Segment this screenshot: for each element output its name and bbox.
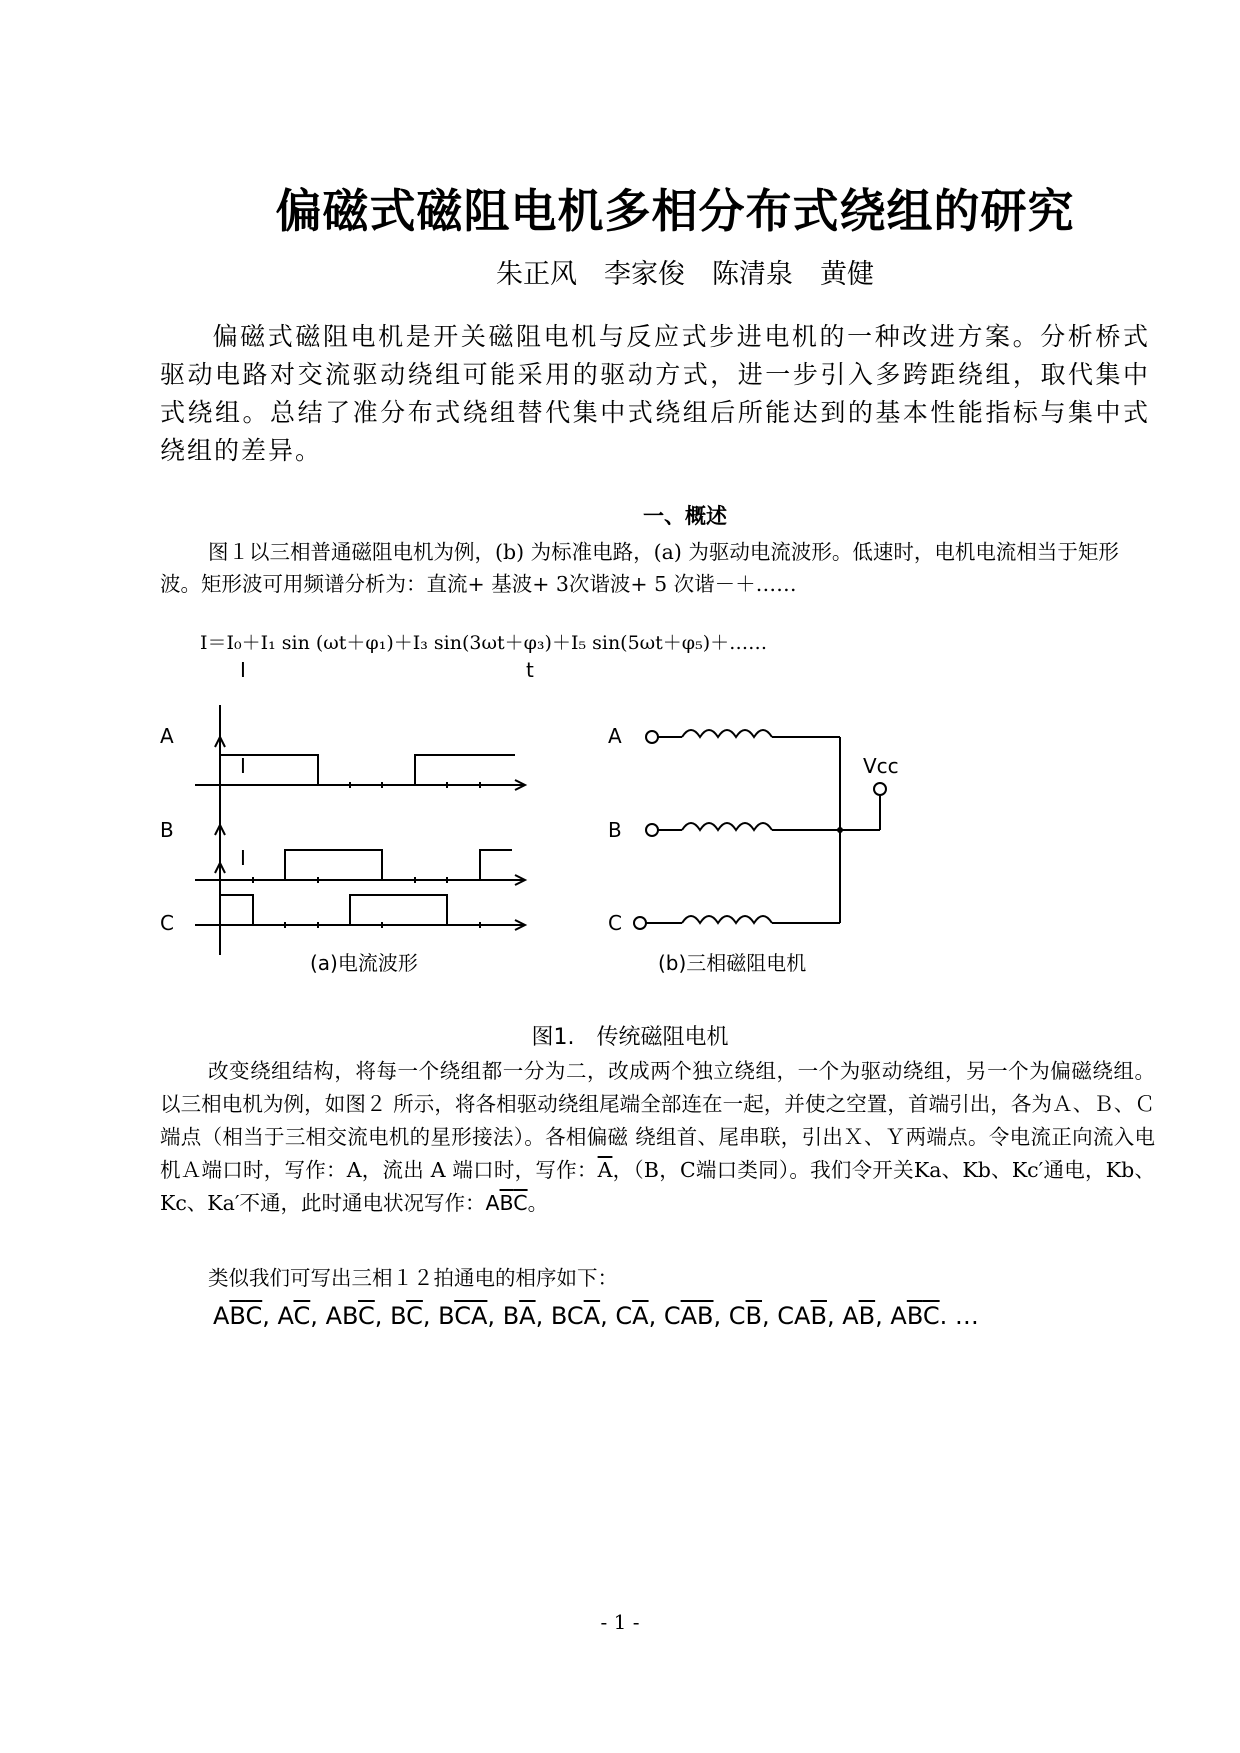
body-paragraph <box>160 1055 1155 1220</box>
circuit-c-label: C <box>608 911 622 935</box>
axis-label-i-c: I <box>240 846 246 870</box>
a-bar-symbol: $\overline{A}$ <box>597 1158 613 1182</box>
intro-text: 图１以三相普通磁阻电机为例，(b) 为标准电路，(a) 为驱动电流波形。低速时，电机电流相当于矩形波。矩形波可用频谱分析为：直流+ 基波+ 3次谐波+ 5 次谐－＋…… <box>160 540 1119 596</box>
fourier-formula: I＝I₀＋I₁ sin (ωt＋φ₁)＋I₃ sin(3ωt＋φ₃)＋I₅ sin(5ωt＋φ₅)＋…… <box>200 632 768 654</box>
intro-paragraph <box>160 536 1155 600</box>
seq-term: $B\overline{C}$, <box>390 1302 431 1330</box>
phase-c-label: C <box>160 911 174 935</box>
seq-term: $AB\overline{C}$, <box>325 1302 383 1330</box>
seq-term: $BC\overline{A}$, <box>550 1302 608 1330</box>
caption-a: (a)电流波形 <box>310 951 418 975</box>
seq-term: $A\overline{B}\overline{C}$, <box>213 1302 270 1330</box>
seq-term: $A\overline{B}$, <box>842 1302 883 1330</box>
author-list: 朱正风 李家俊 陈清泉 黄健 <box>496 259 874 290</box>
three-phase-circuit <box>634 730 886 929</box>
figure-caption: 图1. 传统磁阻电机 <box>531 1025 729 1050</box>
figure-1 <box>150 655 970 985</box>
abstract-text: 偏磁式磁阻电机是开关磁阻电机与反应式步进电机的一种改进方案。分析桥式驱动电路对交流驱动绕组可能采用的驱动方式，进一步引入多跨距绕组，取代集中式绕组。总结了准分布式绕组替代集中式绕组后所能达到的基本性能指标与集中式绕组的差异。 <box>160 322 1150 465</box>
axis-label-i-a: I <box>240 658 246 682</box>
waveform-a <box>195 705 525 940</box>
abc-state-symbol: $A\overline{B}\overline{C}$ <box>485 1191 528 1215</box>
waveform-c <box>195 863 525 955</box>
seq-ellipsis: … <box>954 1302 979 1330</box>
paper-title: 偏磁式磁阻电机多相分布式绕组的研究 <box>275 184 1075 238</box>
seq-term: $A\overline{C}$, <box>277 1302 318 1330</box>
seq-term: $C\overline{A}\overline{B}$, <box>663 1302 722 1330</box>
seq-term: $B\overline{A}$, <box>502 1302 544 1330</box>
section-heading: 一、概述 <box>643 504 727 528</box>
phase-b-label: B <box>160 818 174 842</box>
seq-term: $CA\overline{B}$, <box>777 1302 835 1330</box>
seq-term: $B\overline{C}\overline{A}$, <box>438 1302 496 1330</box>
circuit-a-label: A <box>608 724 622 748</box>
seq-term: $C\overline{B}$, <box>728 1302 770 1330</box>
vcc-label: Vcc <box>863 754 899 778</box>
seq-term: $A\overline{B}\overline{C}$. <box>890 1302 948 1330</box>
sequence-intro: 类似我们可写出三相１２拍通电的相序如下： <box>208 1266 618 1290</box>
body-text-1: 改变绕组结构，将每一个绕组都一分为二，改成两个独立绕组，一个为驱动绕组，另一个为偏磁绕组。 以三相电机为例，如图２ 所示，将各相驱动绕组尾端全部连在一起，并使之空置，首端引出，各为Ａ、Ｂ、Ｃ端点（相当于三相交流电机的星形接法）。各相偏磁 绕组首、尾串联，引出Ｘ、Ｙ两端点。令电流正向流入电机Ａ端口时，写作：A，流出 A 端口时，写作： <box>160 1059 1155 1182</box>
body-text-1-end: 。 <box>527 1191 549 1215</box>
abstract-paragraph <box>160 318 1150 470</box>
body-text-1-mid: ，（B，C端口类同）。我们令开关Ka、Kb、Kc′通电，Kb、Kc、Ka′不通，此时通电状况写作： <box>160 1158 1155 1215</box>
phase-sequence <box>213 1302 979 1330</box>
seq-term: $C\overline{A}$, <box>615 1302 657 1330</box>
axis-label-i-b: I <box>240 754 246 778</box>
phase-a-label: A <box>160 724 174 748</box>
time-label-a: t <box>526 658 534 682</box>
circuit-b-label: B <box>608 818 622 842</box>
page-number: - 1 - <box>600 1610 640 1634</box>
caption-b: (b)三相磁阻电机 <box>658 951 807 975</box>
